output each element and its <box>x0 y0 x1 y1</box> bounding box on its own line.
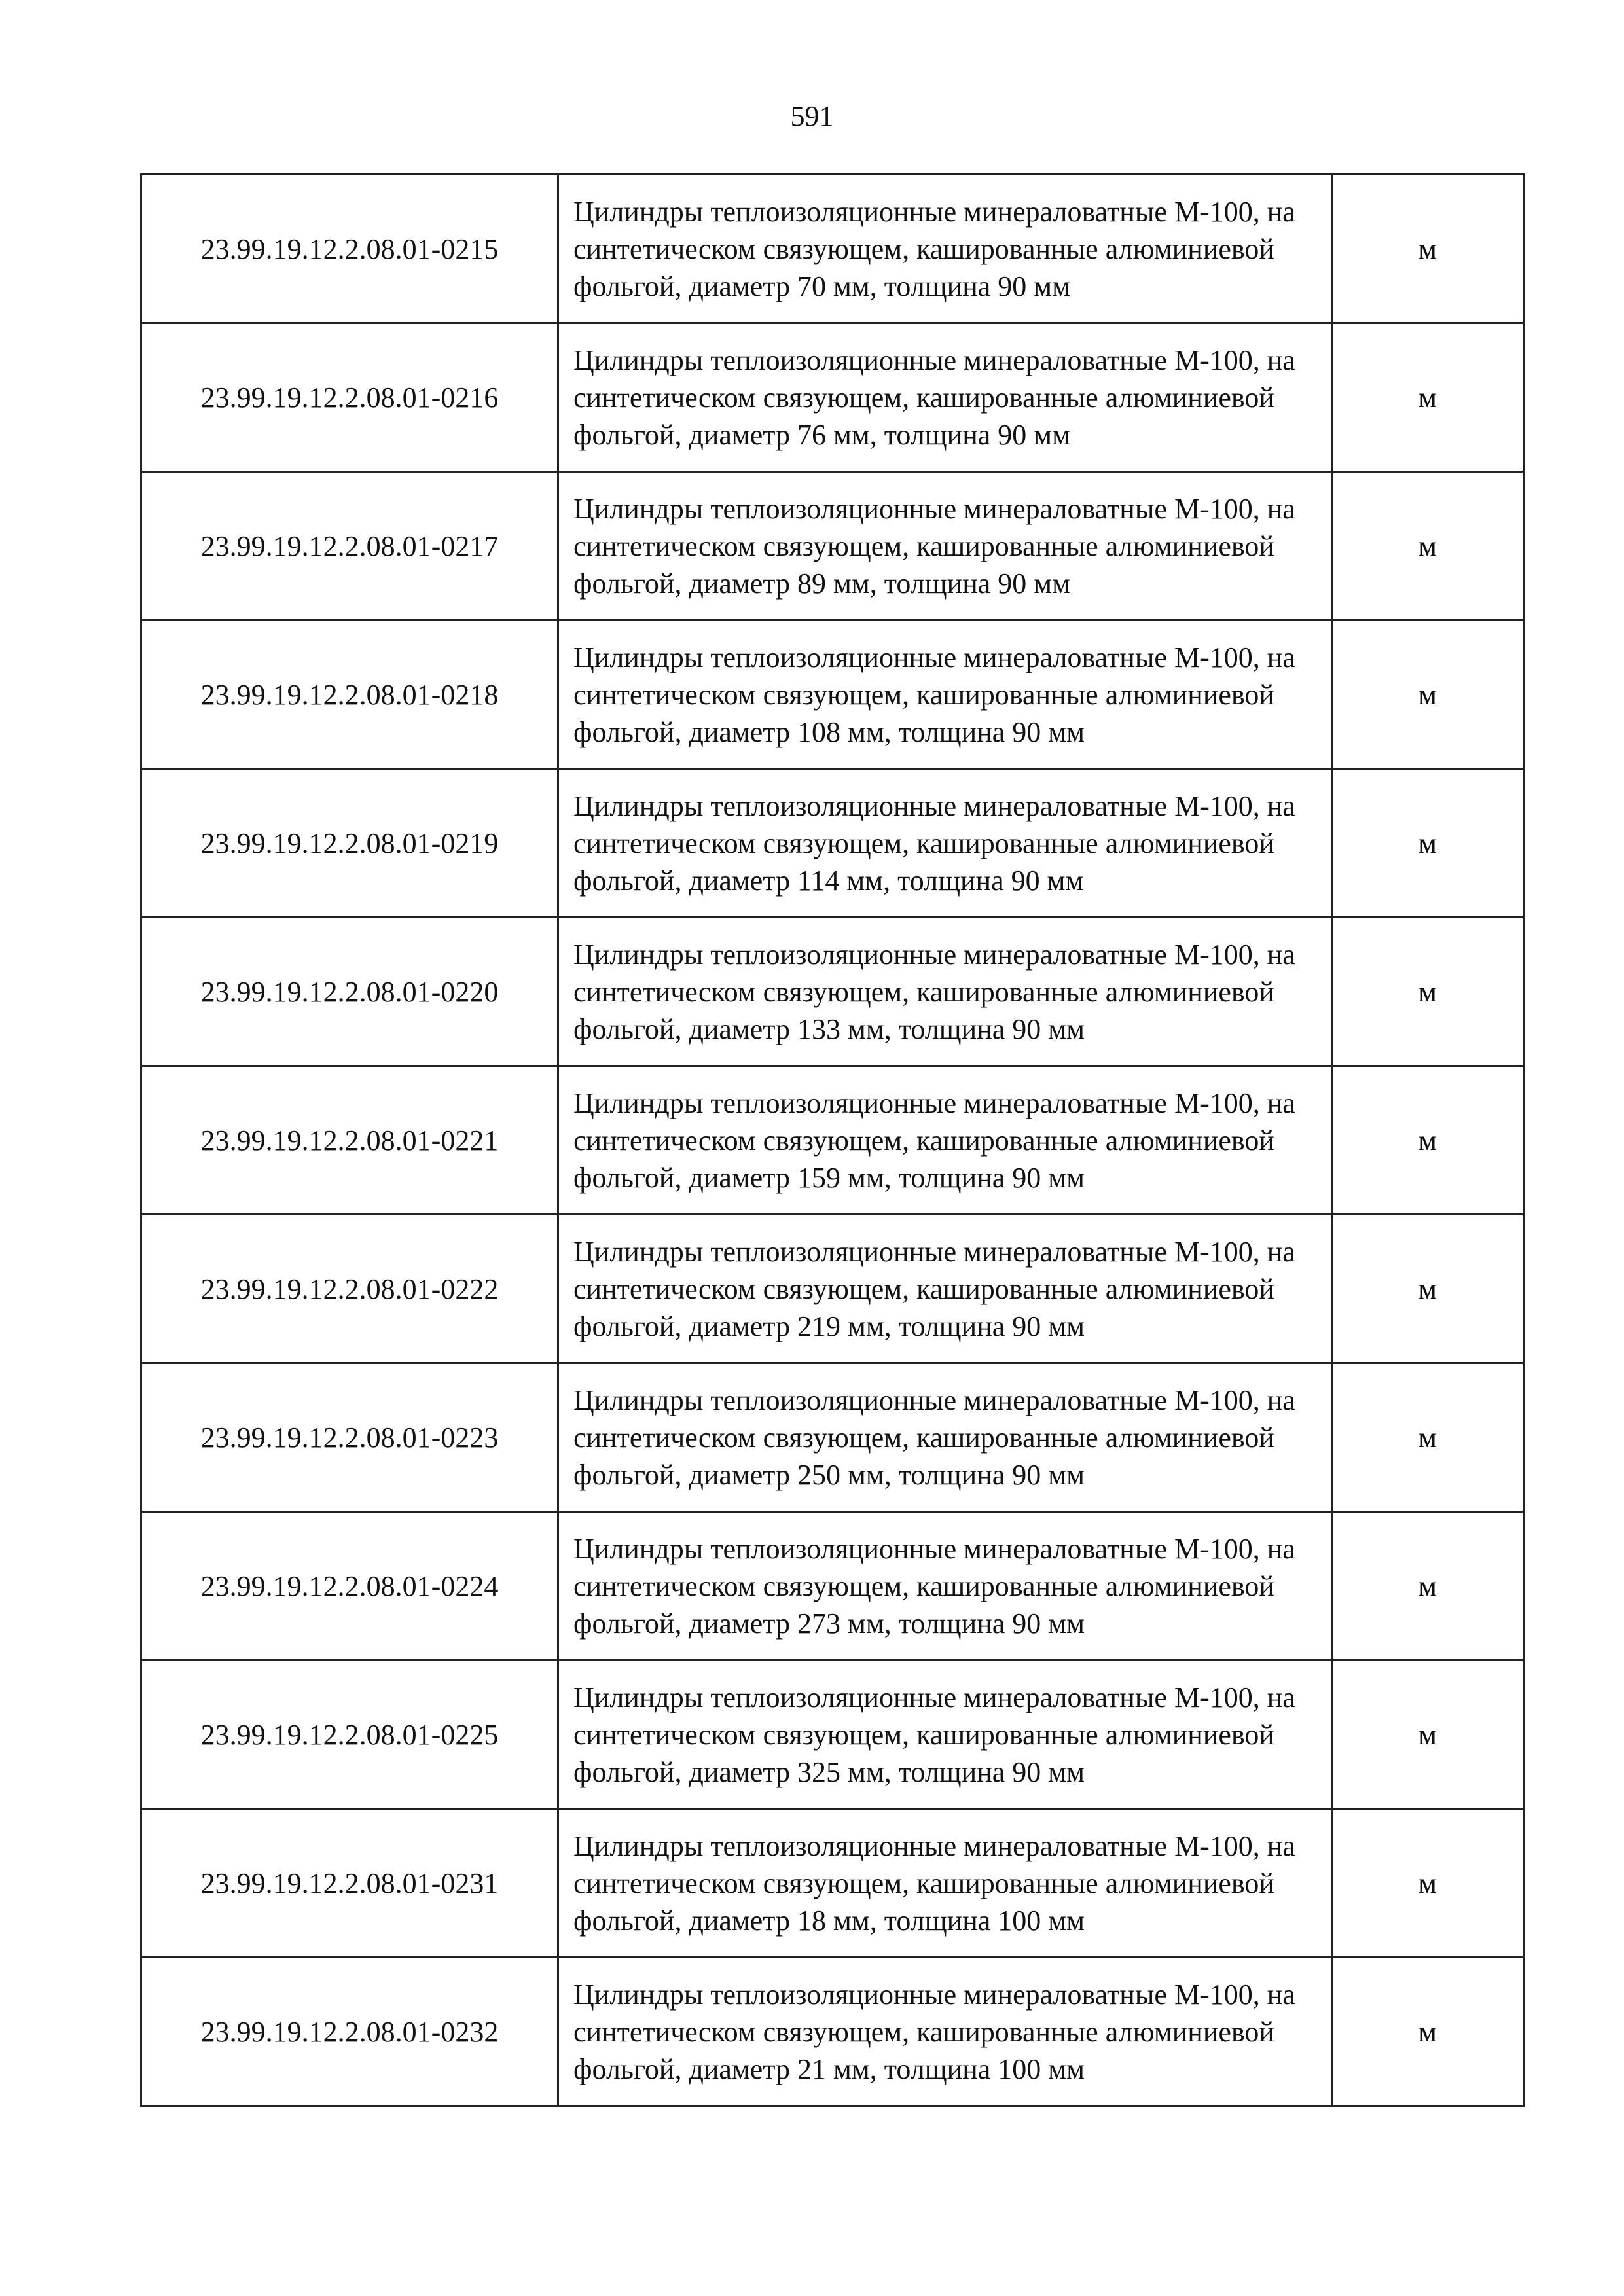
resource-description: Цилиндры теплоизоляционные минераловатные М-100, на синтетическом связующем, кашированные алюминиевой фольгой, диаметр 108 мм, толщина 90 мм <box>558 620 1332 769</box>
resource-description: Цилиндры теплоизоляционные минераловатные М-100, на синтетическом связующем, кашированные алюминиевой фольгой, диаметр 89 мм, толщина 90 мм <box>558 472 1332 620</box>
resource-description: Цилиндры теплоизоляционные минераловатные М-100, на синтетическом связующем, кашированные алюминиевой фольгой, диаметр 21 мм, толщина 100 мм <box>558 1958 1332 2106</box>
resource-description: Цилиндры теплоизоляционные минераловатные М-100, на синтетическом связующем, кашированные алюминиевой фольгой, диаметр 76 мм, толщина 90 мм <box>558 323 1332 472</box>
table-row <box>141 1512 1524 1660</box>
resource-table <box>140 173 1525 2107</box>
table-row <box>141 1215 1524 1363</box>
resource-code: 23.99.19.12.2.08.01-0222 <box>141 1215 558 1363</box>
table-row <box>141 1660 1524 1809</box>
table-row <box>141 918 1524 1066</box>
table-row <box>141 1958 1524 2106</box>
resource-code: 23.99.19.12.2.08.01-0224 <box>141 1512 558 1660</box>
resource-code: 23.99.19.12.2.08.01-0221 <box>141 1066 558 1215</box>
resource-code: 23.99.19.12.2.08.01-0223 <box>141 1363 558 1512</box>
unit-of-measure: м <box>1332 769 1524 918</box>
resource-code: 23.99.19.12.2.08.01-0216 <box>141 323 558 472</box>
unit-of-measure: м <box>1332 1512 1524 1660</box>
resource-description: Цилиндры теплоизоляционные минераловатные М-100, на синтетическом связующем, кашированные алюминиевой фольгой, диаметр 114 мм, толщина 90 мм <box>558 769 1332 918</box>
table-row <box>141 1066 1524 1215</box>
resource-code: 23.99.19.12.2.08.01-0219 <box>141 769 558 918</box>
table-row <box>141 472 1524 620</box>
page-number: 591 <box>790 100 834 132</box>
resource-description: Цилиндры теплоизоляционные минераловатные М-100, на синтетическом связующем, кашированные алюминиевой фольгой, диаметр 219 мм, толщина 90 мм <box>558 1215 1332 1363</box>
resource-description: Цилиндры теплоизоляционные минераловатные М-100, на синтетическом связующем, кашированные алюминиевой фольгой, диаметр 18 мм, толщина 100 мм <box>558 1809 1332 1958</box>
resource-description: Цилиндры теплоизоляционные минераловатные М-100, на синтетическом связующем, кашированные алюминиевой фольгой, диаметр 325 мм, толщина 90 мм <box>558 1660 1332 1809</box>
table-row <box>141 769 1524 918</box>
unit-of-measure: м <box>1332 1660 1524 1809</box>
resource-code: 23.99.19.12.2.08.01-0218 <box>141 620 558 769</box>
resource-description: Цилиндры теплоизоляционные минераловатные М-100, на синтетическом связующем, кашированные алюминиевой фольгой, диаметр 250 мм, толщина 90 мм <box>558 1363 1332 1512</box>
unit-of-measure: м <box>1332 323 1524 472</box>
resource-description: Цилиндры теплоизоляционные минераловатные М-100, на синтетическом связующем, кашированные алюминиевой фольгой, диаметр 133 мм, толщина 90 мм <box>558 918 1332 1066</box>
unit-of-measure: м <box>1332 620 1524 769</box>
unit-of-measure: м <box>1332 1066 1524 1215</box>
resource-description: Цилиндры теплоизоляционные минераловатные М-100, на синтетическом связующем, кашированные алюминиевой фольгой, диаметр 159 мм, толщина 90 мм <box>558 1066 1332 1215</box>
unit-of-measure: м <box>1332 472 1524 620</box>
unit-of-measure: м <box>1332 175 1524 323</box>
resource-description: Цилиндры теплоизоляционные минераловатные М-100, на синтетическом связующем, кашированные алюминиевой фольгой, диаметр 70 мм, толщина 90 мм <box>558 175 1332 323</box>
table-row <box>141 323 1524 472</box>
unit-of-measure: м <box>1332 1958 1524 2106</box>
table-row <box>141 175 1524 323</box>
resource-description: Цилиндры теплоизоляционные минераловатные М-100, на синтетическом связующем, кашированные алюминиевой фольгой, диаметр 273 мм, толщина 90 мм <box>558 1512 1332 1660</box>
unit-of-measure: м <box>1332 1809 1524 1958</box>
resource-code: 23.99.19.12.2.08.01-0225 <box>141 1660 558 1809</box>
resource-code: 23.99.19.12.2.08.01-0232 <box>141 1958 558 2106</box>
table-row <box>141 1363 1524 1512</box>
resource-code: 23.99.19.12.2.08.01-0231 <box>141 1809 558 1958</box>
resource-table-body <box>141 175 1524 2106</box>
unit-of-measure: м <box>1332 1363 1524 1512</box>
table-row <box>141 620 1524 769</box>
resource-code: 23.99.19.12.2.08.01-0215 <box>141 175 558 323</box>
resource-code: 23.99.19.12.2.08.01-0217 <box>141 472 558 620</box>
resource-code: 23.99.19.12.2.08.01-0220 <box>141 918 558 1066</box>
unit-of-measure: м <box>1332 918 1524 1066</box>
unit-of-measure: м <box>1332 1215 1524 1363</box>
table-row <box>141 1809 1524 1958</box>
